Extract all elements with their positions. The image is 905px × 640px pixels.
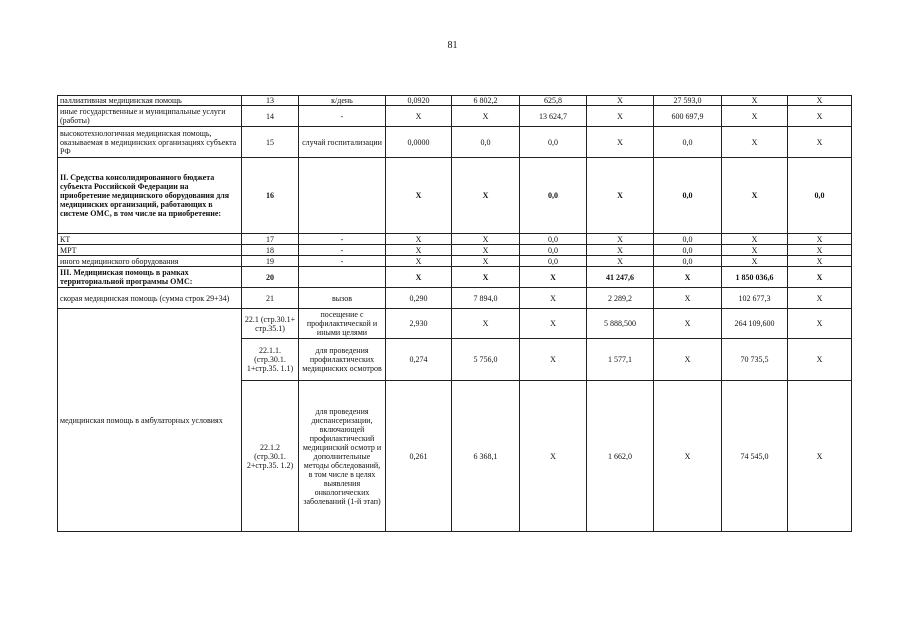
row-value-cell: X [386,158,452,234]
row-value-cell: 13 624,7 [520,106,587,127]
row-value-cell: X [722,234,788,245]
table-row [58,234,852,245]
row-value-cell: X [788,106,852,127]
row-value-cell: X [452,256,520,267]
row-value-cell: 2 289,2 [587,288,654,309]
row-value-cell: 0,0 [654,245,722,256]
row-value-cell: X [452,245,520,256]
row-value-cell: X [587,106,654,127]
row-value-cell: X [386,234,452,245]
row-unit-cell: посещение с профилактической и иными целями [299,309,386,339]
row-unit-cell: - [299,256,386,267]
row-value-cell: X [722,158,788,234]
row-value-cell: X [788,96,852,106]
row-value-cell: 0,0 [654,256,722,267]
row-line-number-cell: 15 [242,127,299,158]
row-name-cell: КТ [58,234,242,245]
table-row [58,288,852,309]
row-line-number-cell: 14 [242,106,299,127]
row-name-cell: высокотехнологичная медицинская помощь, оказываемая в медицинских организациях субъекта РФ [58,127,242,158]
row-value-cell: 7 894,0 [452,288,520,309]
row-value-cell: 0,0 [452,127,520,158]
row-name-cell: иного медицинского оборудования [58,256,242,267]
row-value-cell: X [386,245,452,256]
row-value-cell: X [788,381,852,532]
row-name-cell: паллиативная медицинская помощь [58,96,242,106]
row-value-cell: 0,0 [654,234,722,245]
row-value-cell: X [788,339,852,381]
row-line-number-cell: 17 [242,234,299,245]
row-value-cell: X [520,309,587,339]
row-value-cell: 0,0 [654,127,722,158]
row-name-cell: МРТ [58,245,242,256]
row-value-cell: X [722,127,788,158]
row-value-cell: X [452,234,520,245]
row-name-cell: III. Медицинская помощь в рамках территориальной программы ОМС: [58,267,242,288]
row-line-number-cell: 20 [242,267,299,288]
row-value-cell: 0,0 [520,234,587,245]
row-value-cell: 0,0 [520,245,587,256]
row-value-cell: 0,0000 [386,127,452,158]
row-value-cell: X [587,234,654,245]
row-value-cell: X [587,256,654,267]
table-row [58,245,852,256]
table-row [58,96,852,106]
row-value-cell: X [452,267,520,288]
row-value-cell: X [722,106,788,127]
page-number: 81 [447,40,458,51]
row-value-cell: X [788,288,852,309]
row-unit-cell: для проведения профилактических медицинских осмотров [299,339,386,381]
row-value-cell: X [386,256,452,267]
row-line-number-cell: 22.1.2 (стр.30.1. 2+стр.35. 1.2) [242,381,299,532]
row-value-cell: X [520,288,587,309]
row-value-cell: 0,0 [520,158,587,234]
row-value-cell: X [788,256,852,267]
row-value-cell: X [722,245,788,256]
row-unit-cell: случай госпитализации [299,127,386,158]
ambulatory-name-cell: медицинская помощь в амбулаторных условиях [58,309,242,532]
row-value-cell: 5 888,500 [587,309,654,339]
row-value-cell: 2,930 [386,309,452,339]
row-line-number-cell: 13 [242,96,299,106]
row-value-cell: 0,0920 [386,96,452,106]
row-value-cell: 41 247,6 [587,267,654,288]
row-value-cell: X [654,381,722,532]
row-value-cell: X [587,245,654,256]
row-value-cell: 70 735,5 [722,339,788,381]
row-value-cell: 1 850 036,6 [722,267,788,288]
row-line-number-cell: 18 [242,245,299,256]
row-unit-cell: - [299,245,386,256]
row-line-number-cell: 22.1 (стр.30.1+ стр.35.1) [242,309,299,339]
row-line-number-cell: 19 [242,256,299,267]
row-value-cell: X [520,381,587,532]
row-unit-cell: - [299,106,386,127]
row-value-cell: X [386,106,452,127]
row-value-cell: X [520,339,587,381]
row-value-cell: 0,274 [386,339,452,381]
row-value-cell: 600 697,9 [654,106,722,127]
row-name-cell: скорая медицинская помощь (сумма строк 29+34) [58,288,242,309]
row-value-cell: X [386,267,452,288]
row-unit-cell: к/день [299,96,386,106]
table-row [58,127,852,158]
row-unit-cell: вызов [299,288,386,309]
table-row [58,267,852,288]
row-value-cell: X [654,267,722,288]
table-row [58,158,852,234]
row-value-cell: X [587,127,654,158]
row-value-cell: X [788,267,852,288]
row-unit-cell: - [299,234,386,245]
row-value-cell: 0,261 [386,381,452,532]
row-value-cell: 0,0 [520,256,587,267]
row-value-cell: X [788,234,852,245]
row-line-number-cell: 22.1.1. (стр.30.1. 1+стр.35. 1.1) [242,339,299,381]
row-value-cell: 74 545,0 [722,381,788,532]
row-value-cell: 0,290 [386,288,452,309]
row-value-cell: X [587,158,654,234]
row-value-cell: 6 802,2 [452,96,520,106]
table-row [58,256,852,267]
row-value-cell: 0,0 [520,127,587,158]
row-line-number-cell: 16 [242,158,299,234]
row-value-cell: X [722,256,788,267]
row-value-cell: X [654,339,722,381]
row-value-cell: X [788,127,852,158]
row-value-cell: 625,8 [520,96,587,106]
row-value-cell: X [788,309,852,339]
row-value-cell: 1 577,1 [587,339,654,381]
medical-care-table [57,95,852,532]
row-value-cell: X [587,96,654,106]
row-name-cell: II. Средства консолидированного бюджета субъекта Российской Федерации на приобретение медицинского оборудования для медицинских организаций, работающих в системе ОМС, в том числе на приобретение: [58,158,242,234]
row-value-cell: 264 109,600 [722,309,788,339]
row-value-cell: X [520,267,587,288]
row-value-cell: 0,0 [654,158,722,234]
row-value-cell: X [722,96,788,106]
row-value-cell: 102 677,3 [722,288,788,309]
row-value-cell: X [654,288,722,309]
row-value-cell: 6 368,1 [452,381,520,532]
table-row [58,309,852,339]
row-unit-cell [299,267,386,288]
row-value-cell: X [788,245,852,256]
row-value-cell: X [452,106,520,127]
row-value-cell: 1 662,0 [587,381,654,532]
table-row [58,106,852,127]
row-value-cell: 0,0 [788,158,852,234]
row-value-cell: 5 756,0 [452,339,520,381]
row-value-cell: X [452,158,520,234]
row-value-cell: 27 593,0 [654,96,722,106]
row-value-cell: X [654,309,722,339]
row-unit-cell: для проведения диспансеризации, включающей профилактический медицинский осмотр и дополнительные методы обследований, в том числе в целях выявления онкологических заболеваний (1-й этап) [299,381,386,532]
row-name-cell: иные государственные и муниципальные услуги (работы) [58,106,242,127]
row-line-number-cell: 21 [242,288,299,309]
row-value-cell: X [452,309,520,339]
row-unit-cell [299,158,386,234]
